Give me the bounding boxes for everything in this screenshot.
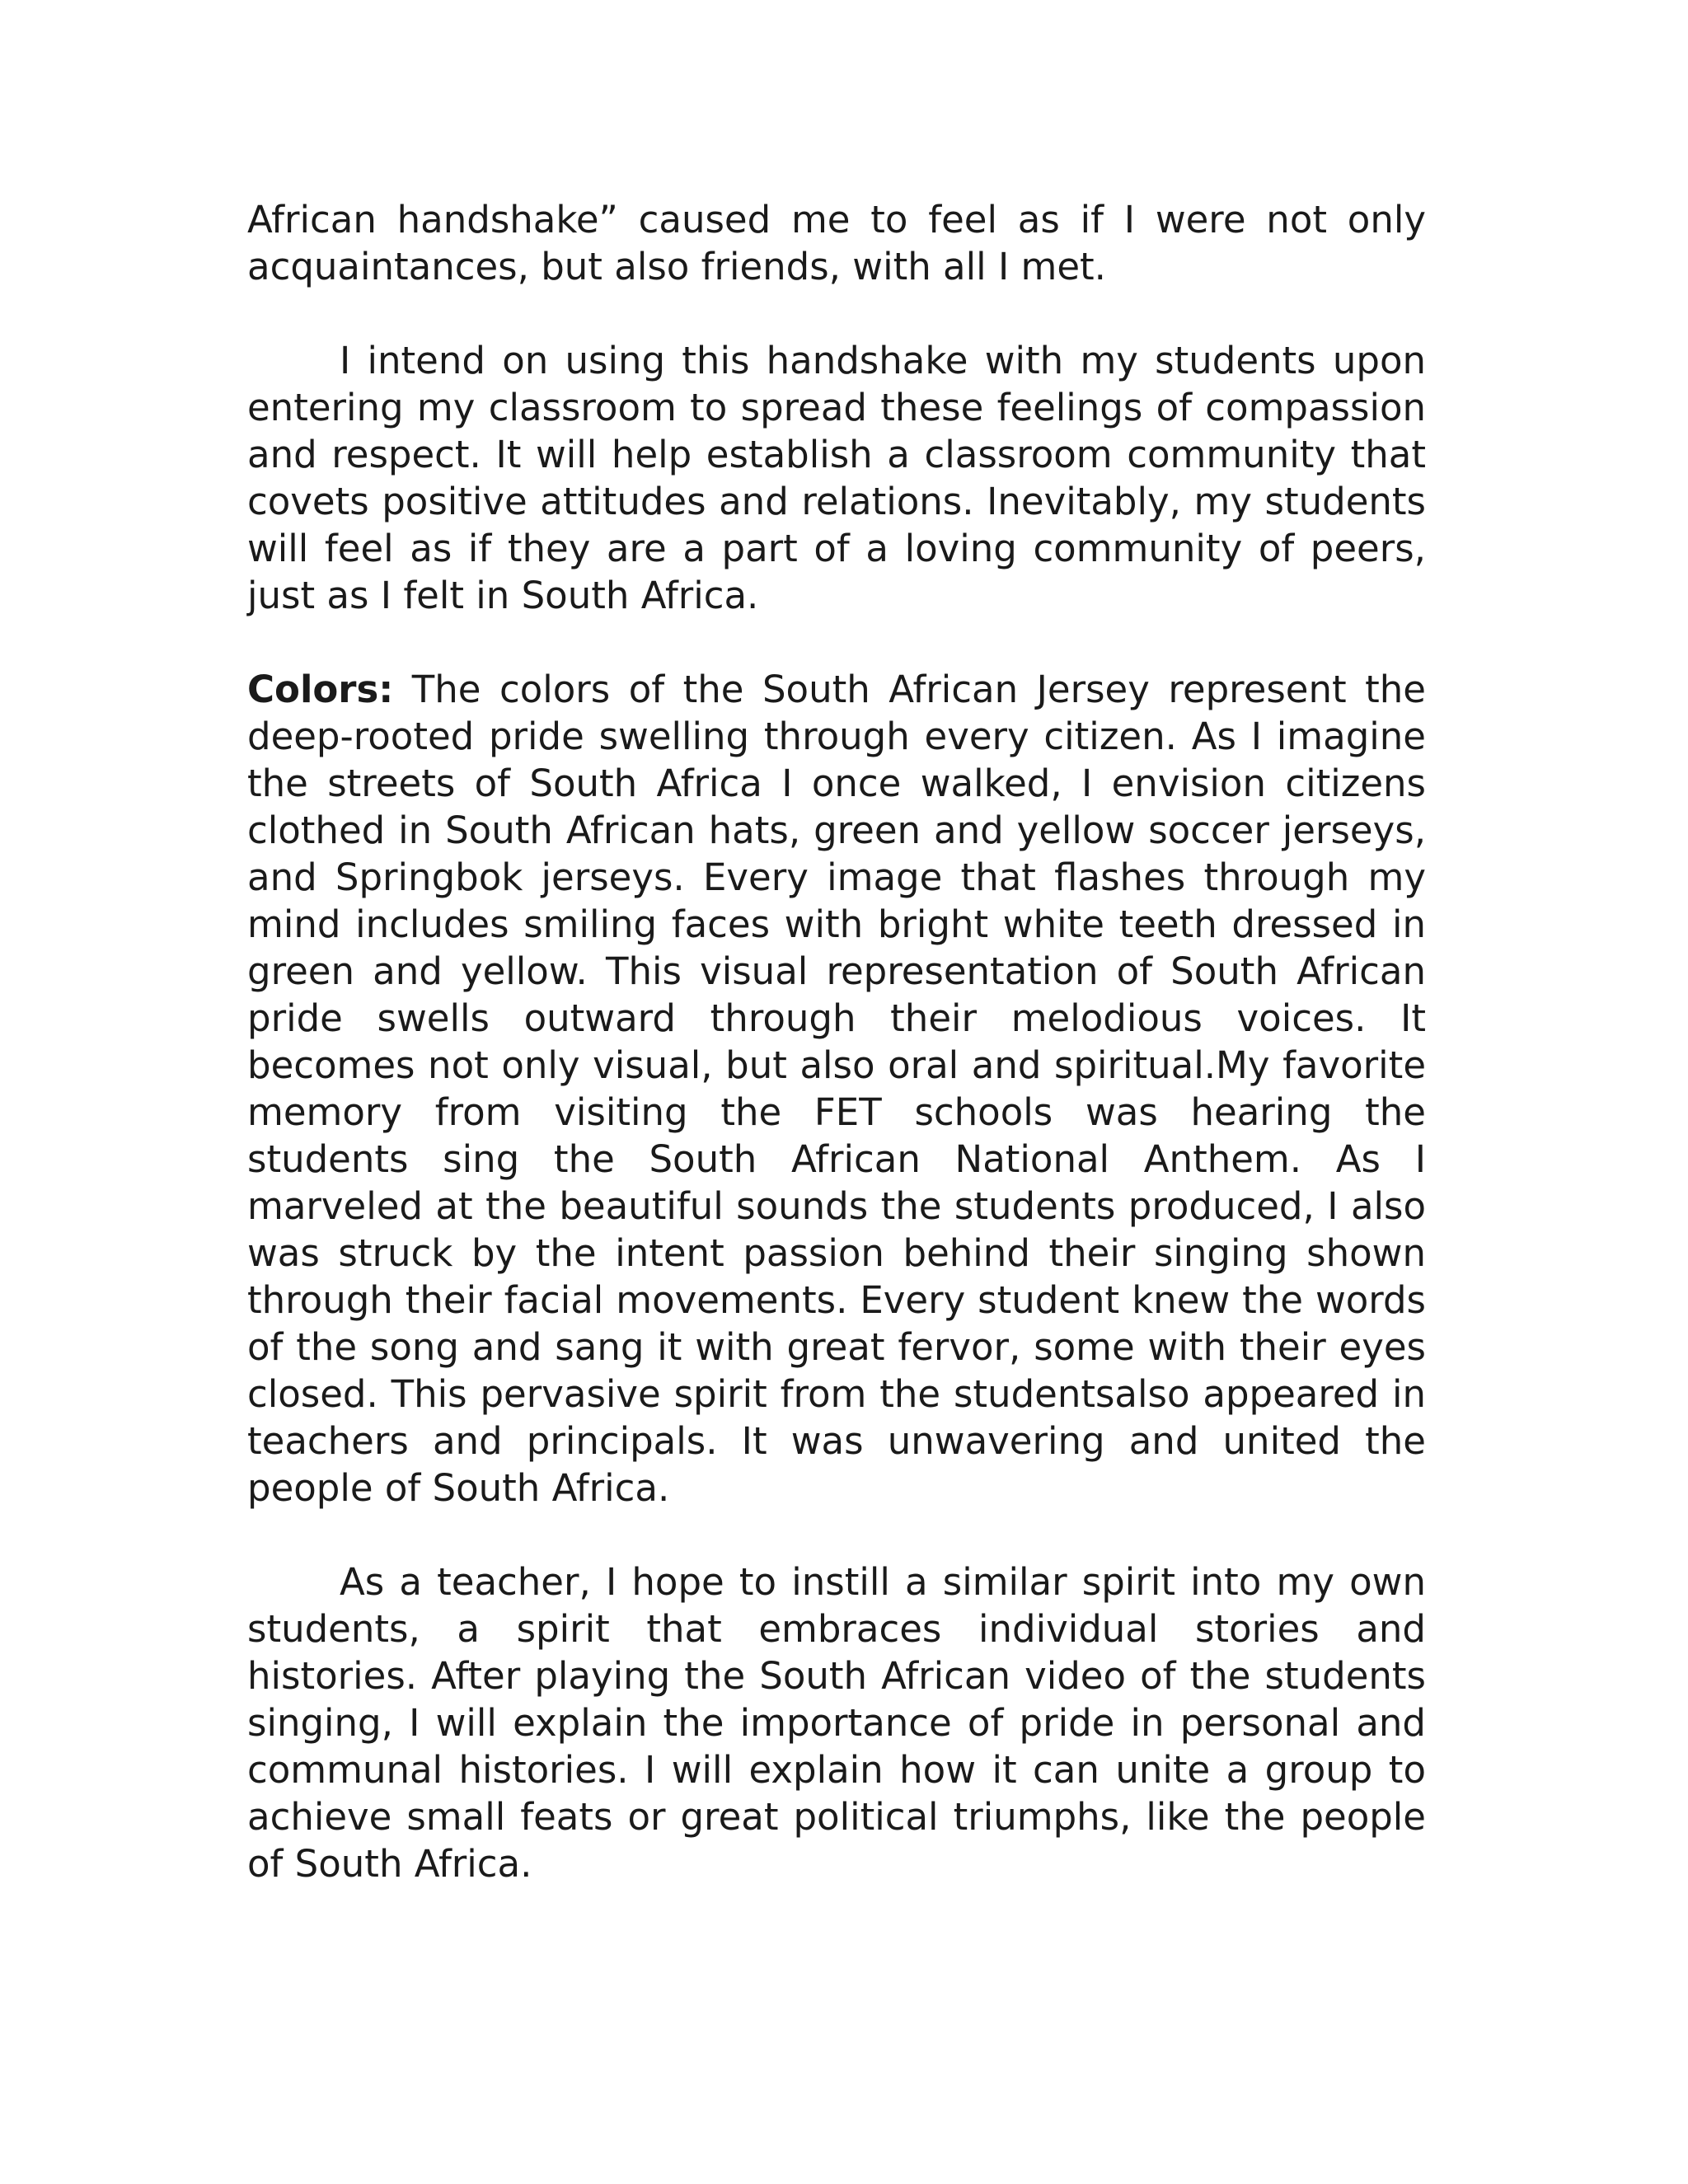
body-text — [247, 196, 1426, 1887]
paragraph-colors — [247, 666, 1426, 1511]
paragraph-text: African handshake” caused me to feel as if I were not only acquaintances, but also friends, with all I met. — [247, 198, 1426, 288]
paragraph-classroom-handshake — [247, 337, 1426, 619]
paragraph-teacher-spirit — [247, 1558, 1426, 1887]
paragraph-text: I intend on using this handshake with my students upon entering my classroom to spread these feelings of compassion and respect. It will help establish a classroom community that covets positive attitudes and relations. Inevitably, my students will feel as if they are a part of a loving community of peers, just as I felt in South Africa. — [247, 339, 1426, 617]
paragraph-text: The colors of the South African Jersey represent the deep-rooted pride swelling through every citizen. As I imagine the streets of South Africa I once walked, I envision citizens clothed in South African hats, green and yellow soccer jerseys, and Springbok jerseys. Every image that flashes through my mind includes smiling faces with bright white teeth dressed in green and yellow. This visual representation of South African pride swells outward through their melodious voices. It becomes not only visual, but also oral and spiritual.My favorite memory from visiting the FET schools was hearing the students sing the South African National Anthem. As I marveled at the beautiful sounds the students produced, I also was struck by the intent passion behind their singing shown through their facial movements. Every student knew the words of the song and sang it with great fervor, some with their eyes closed. This pervasive spirit from the studentsalso appeared in teachers and principals. It was unwavering and united the people of South Africa. — [247, 668, 1426, 1510]
paragraph-handshake-conclusion — [247, 196, 1426, 290]
paragraph-text: As a teacher, I hope to instill a similar spirit into my own students, a spirit that embraces individual stories and histories. After playing the South African video of the students singing, I will explain the importance of pride in personal and communal histories. I will explain how it can unite a group to achieve small feats or great political triumphs, like the people of South Africa. — [247, 1560, 1426, 1886]
section-label-colors: Colors: — [247, 668, 394, 711]
